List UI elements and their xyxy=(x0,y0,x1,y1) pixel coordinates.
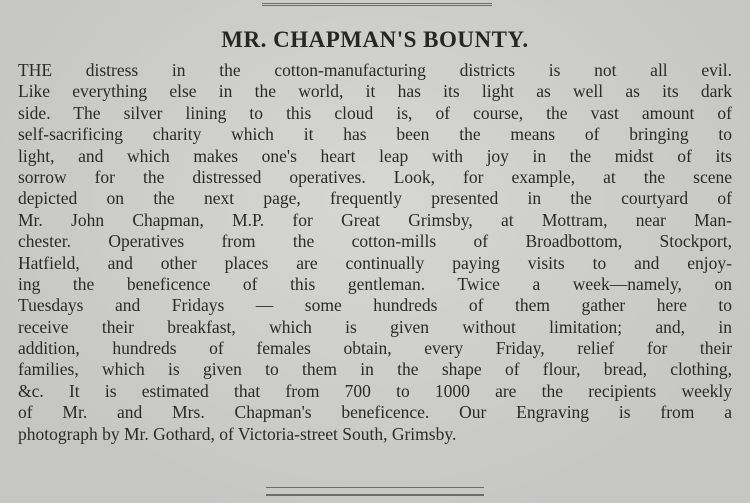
body-line: self-sacrificing charity which it has been the means of bringing to xyxy=(18,124,732,145)
body-line: ing the beneficence of this gentleman. Twice a week—namely, on xyxy=(18,273,732,294)
top-rule xyxy=(262,3,492,6)
body-line: light, and which makes one's heart leap with joy in the midst of its xyxy=(18,145,732,166)
body-line: addition, hundreds of females obtain, every Friday, relief for their xyxy=(18,338,732,359)
article-headline: MR. CHAPMAN'S BOUNTY. xyxy=(221,27,529,52)
body-line: of Mr. and Mrs. Chapman's beneficence. Our Engraving is from a xyxy=(18,402,732,423)
bottom-rule xyxy=(266,487,484,496)
body-line: depicted on the next page, frequently presented in the courtyard of xyxy=(18,188,732,209)
body-line: THE distress in the cotton-manufacturing districts is not all evil. xyxy=(18,60,732,80)
body-line: families, which is given to them in the shape of flour, bread, clothing, xyxy=(18,359,732,380)
body-line: Mr. John Chapman, M.P. for Great Grimsby, at Mottram, near Man- xyxy=(18,209,732,230)
body-line: &c. It is estimated that from 700 to 1000 are the recipients weekly xyxy=(18,380,732,401)
body-line: receive their breakfast, which is given without limitation; and, in xyxy=(18,316,732,337)
body-line: Tuesdays and Fridays — some hundreds of them gather here to xyxy=(18,295,732,316)
body-line: sorrow for the distressed operatives. Look, for example, at the scene xyxy=(18,166,732,187)
body-line: photograph by Mr. Gothard, of Victoria-street South, Grimsby. xyxy=(18,423,457,444)
body-line: chester. Operatives from the cotton-mills of Broadbottom, Stockport, xyxy=(18,231,732,252)
article-body xyxy=(18,60,732,445)
body-line: Like everything else in the world, it has its light as well as its dark xyxy=(18,81,732,102)
body-line: side. The silver lining to this cloud is, of course, the vast amount of xyxy=(18,102,732,123)
body-line: Hatfield, and other places are continually paying visits to and enjoy- xyxy=(18,252,732,273)
